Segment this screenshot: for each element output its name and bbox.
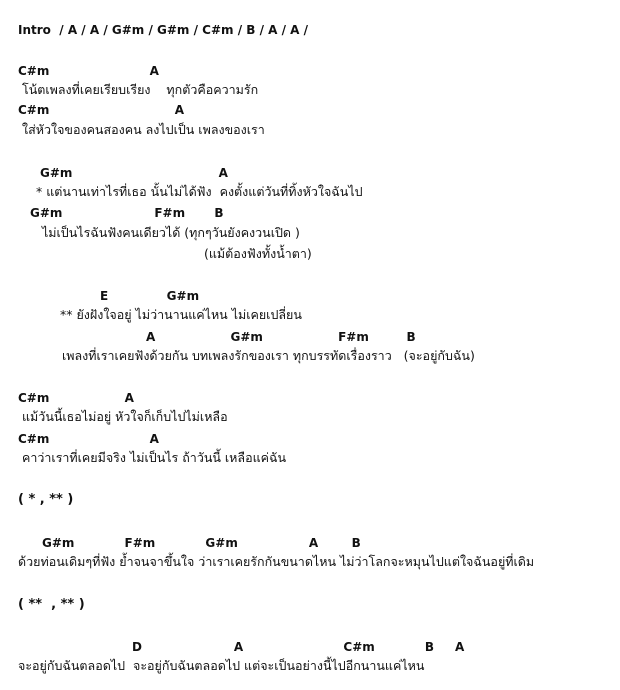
verse1-chord-line-1: C#m A bbox=[18, 64, 159, 78]
section-star-chord-line-2: G#m F#m B bbox=[30, 206, 224, 220]
repeat-marker-1: ( * , ** ) bbox=[18, 492, 74, 507]
section-double-star-lyric-line-2: เพลงที่เราเคยฟังด้วยกัน บทเพลงรักของเรา ทุกบรรทัดเรื่องราว (จะอยู่กับฉัน) bbox=[62, 348, 475, 363]
verse2-lyric-line-2: คาว่าเราที่เคยมีจริง ไม่เป็นไร ถ้าวันนี้ เหลือแค่ฉัน bbox=[22, 450, 287, 465]
section-double-star-chord-line-2: A G#m F#m B bbox=[146, 330, 416, 344]
verse1-lyric-line-1: โน้ตเพลงที่เคยเรียบเรียง ทุกตัวคือความรัก bbox=[22, 82, 259, 97]
section-double-star-chord-line-1: E G#m bbox=[100, 289, 200, 303]
verse2-chord-line-2: C#m A bbox=[18, 432, 159, 446]
section-star-lyric-line-1: * แต่นานเท่าไรที่เธอ นั้นไม่ได้ฟัง คงตั้งแต่วันที่ทิ้งหัวใจฉันไป bbox=[36, 184, 363, 199]
verse2-lyric-line-1: แม้วันนี้เธอไม่อยู่ หัวใจก็เก็บไปไม่เหลือ bbox=[22, 409, 228, 424]
repeat-marker-2: ( ** , ** ) bbox=[18, 597, 85, 612]
section-star-lyric-line-2: ไม่เป็นไรฉันฟังคนเดียวได้ (ทุกๆวันยังคงวนเปิด ) bbox=[42, 225, 300, 240]
bridge-lyric-line: ด้วยท่อนเดิมๆที่ฟัง ย้ำจนจาขึ้นใจ ว่าเราเคยรักกันขนาดไหน ไม่ว่าโลกจะหมุนไปแต่ใจฉันอยู่ที่เดิม bbox=[18, 554, 535, 569]
section-double-star-lyric-line-1: ** ยังฝังใจอยู่ ไม่ว่านานแค่ไหน ไม่เคยเปลี่ยน bbox=[60, 307, 302, 322]
verse1-chord-line-2: C#m A bbox=[18, 103, 184, 117]
outro-lyric-line: จะอยู่กับฉันตลอดไป จะอยู่กับฉันตลอดไป แต่จะเป็นอย่างนี้ไปอีกนานแค่ไหน bbox=[18, 658, 425, 673]
intro-line: Intro / A / A / G#m / G#m / C#m / B / A / A / bbox=[18, 23, 309, 37]
bridge-chord-line: G#m F#m G#m A B bbox=[42, 536, 361, 550]
section-star-chord-line-1: G#m A bbox=[40, 166, 228, 180]
outro-chord-line: D A C#m B A bbox=[132, 640, 465, 654]
section-star-lyric-line-3: (แม้ต้องฟังทั้งน้ำตา) bbox=[204, 246, 312, 261]
verse1-lyric-line-2: ใส่หัวใจของคนสองคน ลงไปเป็น เพลงของเรา bbox=[22, 122, 265, 137]
verse2-chord-line-1: C#m A bbox=[18, 391, 134, 405]
